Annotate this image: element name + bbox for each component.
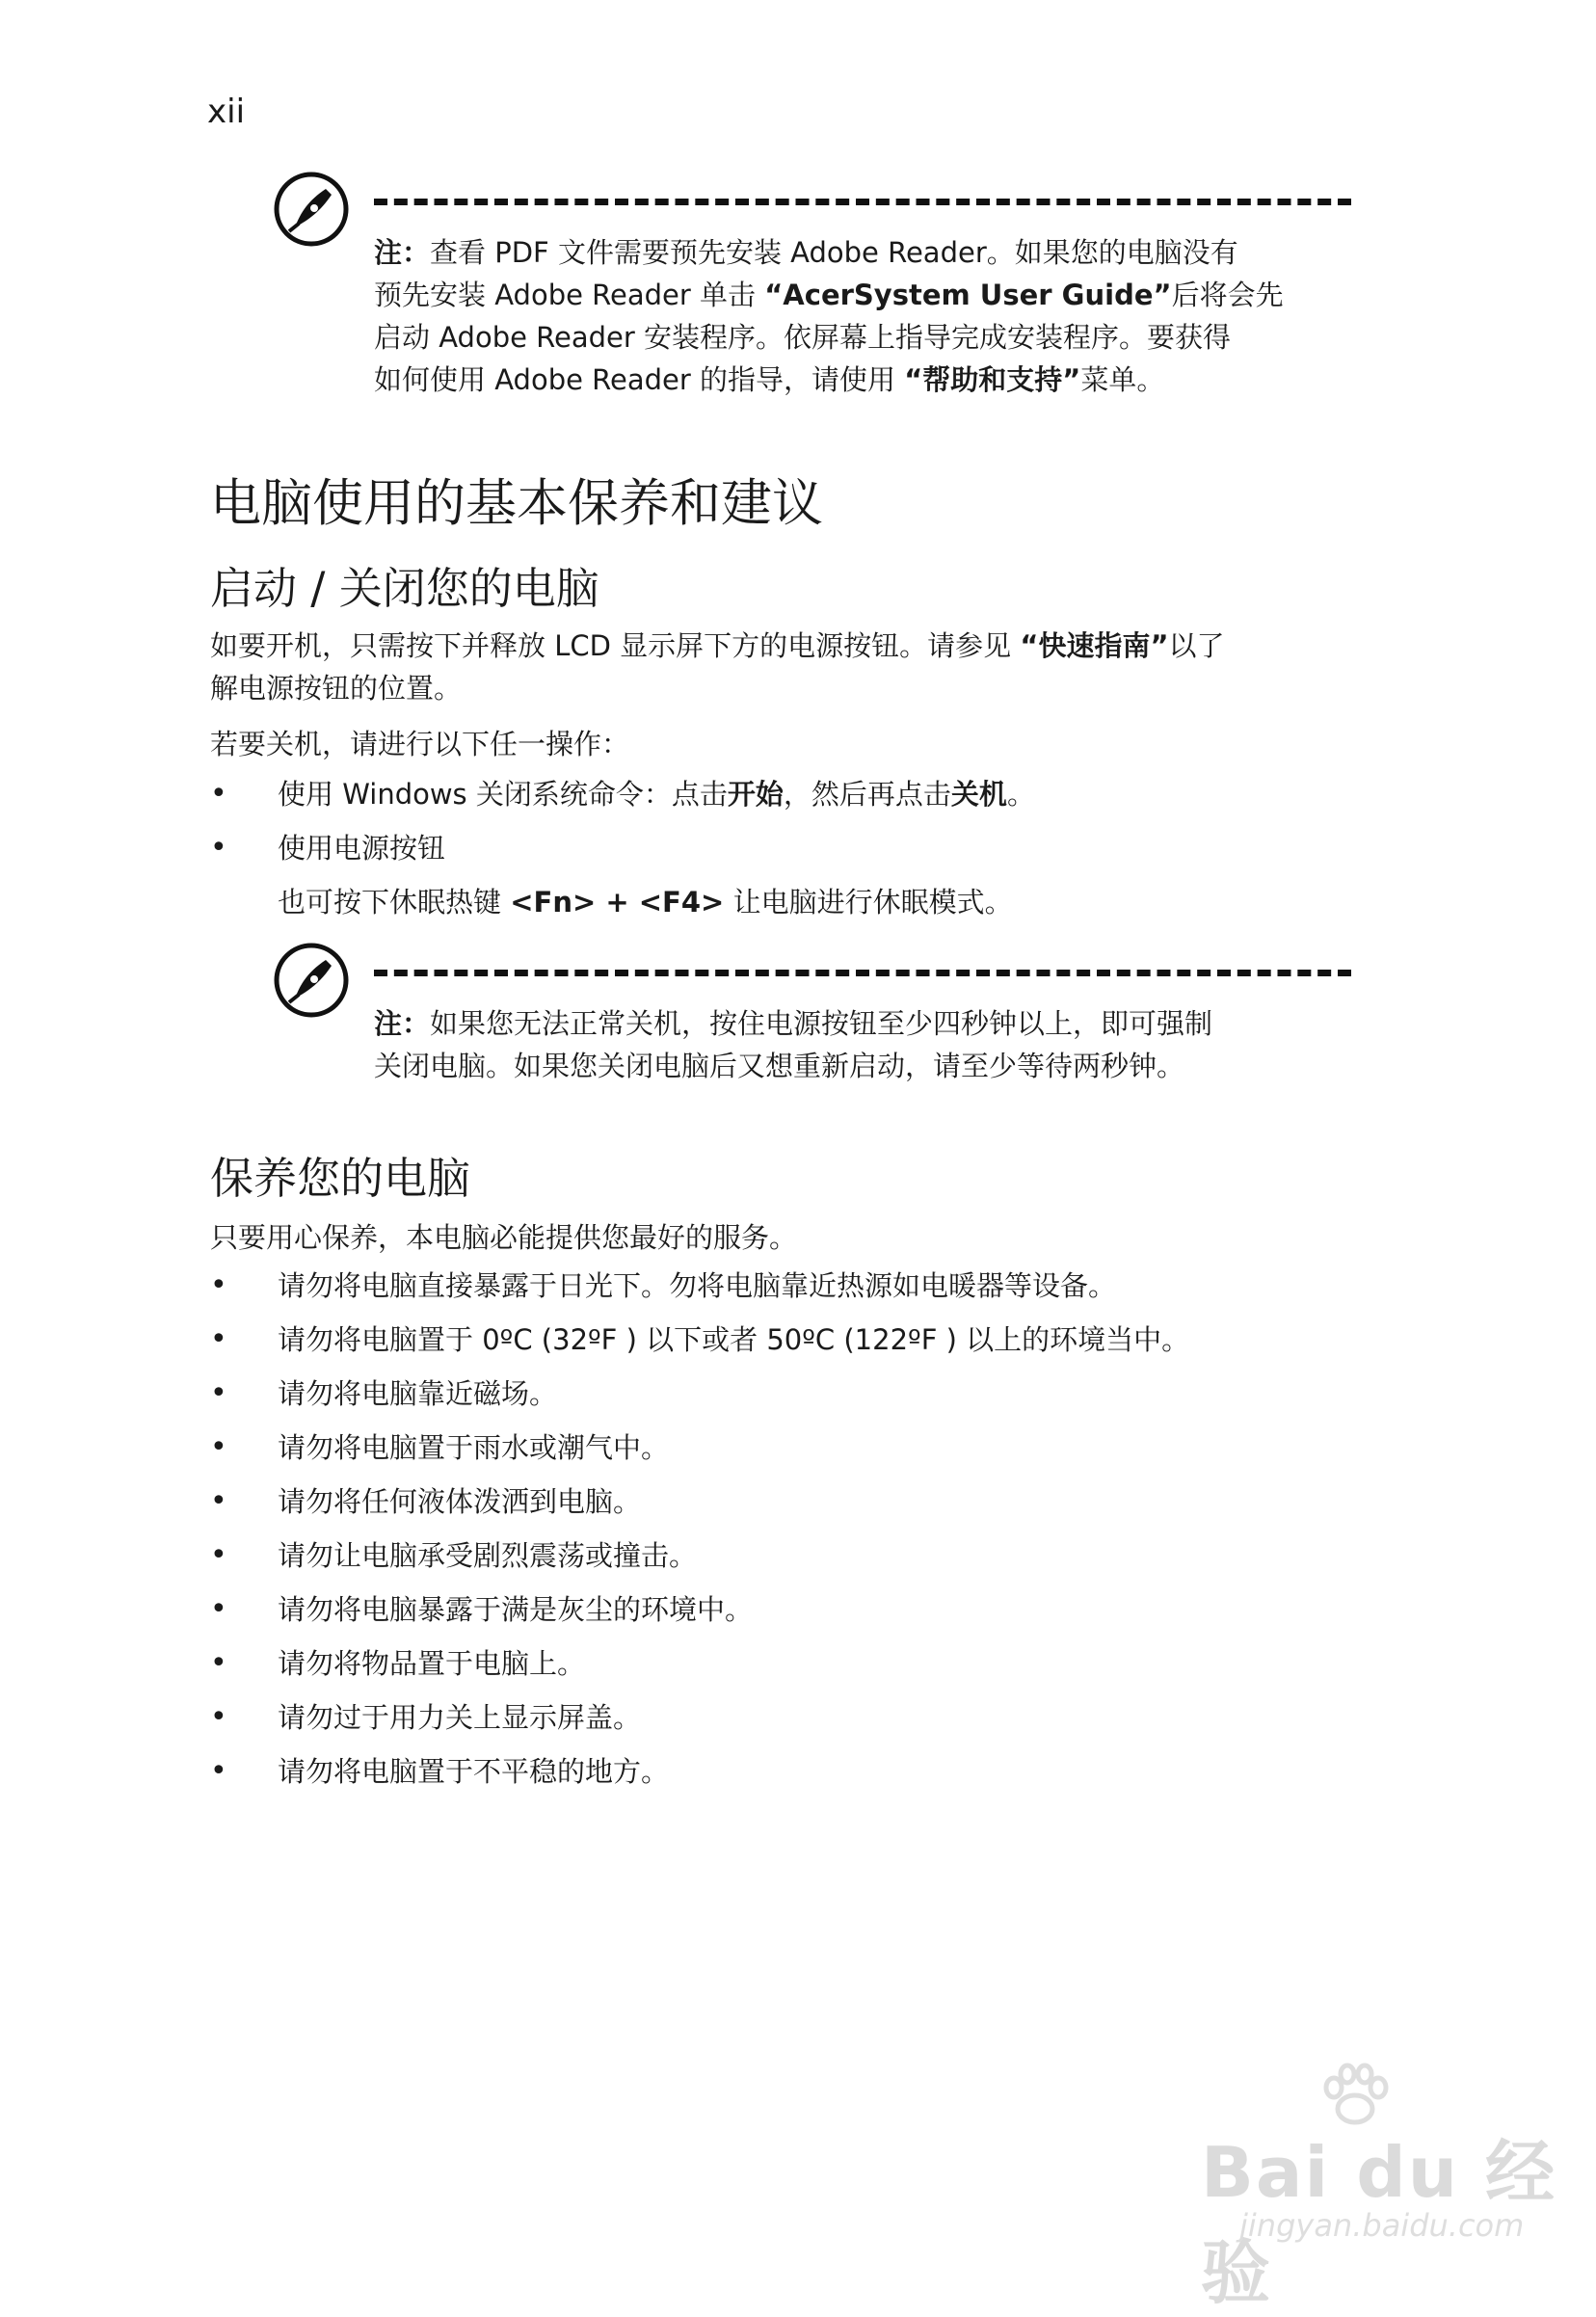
start-label: 开始 bbox=[727, 778, 784, 811]
list-item: • 请勿将电脑置于雨水或潮气中。 bbox=[210, 1426, 1367, 1480]
care-heading: 保养您的电脑 bbox=[210, 1153, 471, 1204]
note-divider bbox=[374, 199, 1351, 205]
list-item: • 请勿过于用力关上显示屏盖。 bbox=[210, 1696, 1367, 1750]
startup-paragraph: 如要开机，只需按下并释放 LCD 显示屏下方的电源按钮。请参见 “快速指南”以了 解电源按钮的位置。 bbox=[210, 629, 1225, 705]
hibernate-tip: 也可按下休眠热键 <Fn> + <F4> 让电脑进行休眠模式。 bbox=[278, 886, 1013, 919]
note-pen-icon bbox=[272, 941, 351, 1020]
list-item: • 请勿将电脑置于 0ºC (32ºF ) 以下或者 50ºC (122ºF ) 以上的环境当中。 bbox=[210, 1318, 1367, 1372]
page-number: xii bbox=[207, 93, 246, 131]
note-box bbox=[272, 170, 1351, 430]
care-list bbox=[210, 1265, 1367, 1804]
list-item: • 使用电源按钮 bbox=[210, 827, 1367, 881]
watermark-logo: Bai du 经验 bbox=[1201, 2132, 1557, 2313]
section-title: 电脑使用的基本保养和建议 bbox=[210, 474, 823, 533]
list-item: • 使用 Windows 关闭系统命令：点击开始，然后再点击关机。 bbox=[210, 773, 1367, 827]
help-menu-name: “帮助和支持” bbox=[904, 363, 1081, 396]
list-item: • 请勿将电脑置于不平稳的地方。 bbox=[210, 1750, 1367, 1804]
shutdown-intro: 若要关机，请进行以下任一操作： bbox=[210, 728, 630, 760]
baidu-watermark bbox=[1201, 2063, 1567, 2313]
shutdown-label: 关机 bbox=[950, 778, 1007, 811]
quick-guide-name: “快速指南” bbox=[1020, 629, 1169, 662]
list-item: • 请勿将电脑直接暴露于日光下。勿将电脑靠近热源如电暖器等设备。 bbox=[210, 1265, 1367, 1318]
note-line: 启动 Adobe Reader 安装程序。依屏幕上指导完成安装程序。要获得 bbox=[374, 321, 1232, 354]
note-divider bbox=[374, 970, 1351, 976]
note-line: 后将会先 bbox=[1171, 279, 1284, 311]
note-label: 注： bbox=[374, 1007, 431, 1040]
note-line: 菜单。 bbox=[1080, 363, 1165, 396]
startup-heading: 启动 / 关闭您的电脑 bbox=[210, 563, 599, 614]
list-item: • 请勿将电脑暴露于满是灰尘的环境中。 bbox=[210, 1588, 1367, 1642]
note-line: 查看 PDF 文件需要预先安装 Adobe Reader。如果您的电脑没有 bbox=[430, 236, 1238, 269]
note-box bbox=[272, 941, 1351, 1114]
note-text bbox=[374, 231, 1338, 401]
note-pen-icon bbox=[272, 170, 351, 249]
note-label: 注： bbox=[374, 236, 431, 269]
list-item: • 请勿将电脑靠近磁场。 bbox=[210, 1372, 1367, 1426]
care-intro: 只要用心保养，本电脑必能提供您最好的服务。 bbox=[210, 1221, 798, 1254]
list-item: • 请勿让电脑承受剧烈震荡或撞击。 bbox=[210, 1534, 1367, 1588]
note-text: 注：如果您无法正常关机，按住电源按钮至少四秒钟以上，即可强制 关闭电脑。如果您关闭电脑后又想重新启动，请至少等待两秒钟。 bbox=[374, 1007, 1213, 1082]
note-line: 预先安装 Adobe Reader 单击 bbox=[374, 279, 765, 311]
shutdown-options bbox=[210, 773, 1367, 881]
list-item: • 请勿将物品置于电脑上。 bbox=[210, 1642, 1367, 1696]
hotkey: <Fn> + <F4> bbox=[510, 886, 725, 919]
watermark-url: jingyan.baidu.com bbox=[1239, 2207, 1525, 2244]
note-line: 如何使用 Adobe Reader 的指导，请使用 bbox=[374, 363, 905, 396]
list-item: • 请勿将任何液体泼洒到电脑。 bbox=[210, 1480, 1367, 1534]
guide-name: “AcerSystem User Guide” bbox=[764, 279, 1172, 311]
